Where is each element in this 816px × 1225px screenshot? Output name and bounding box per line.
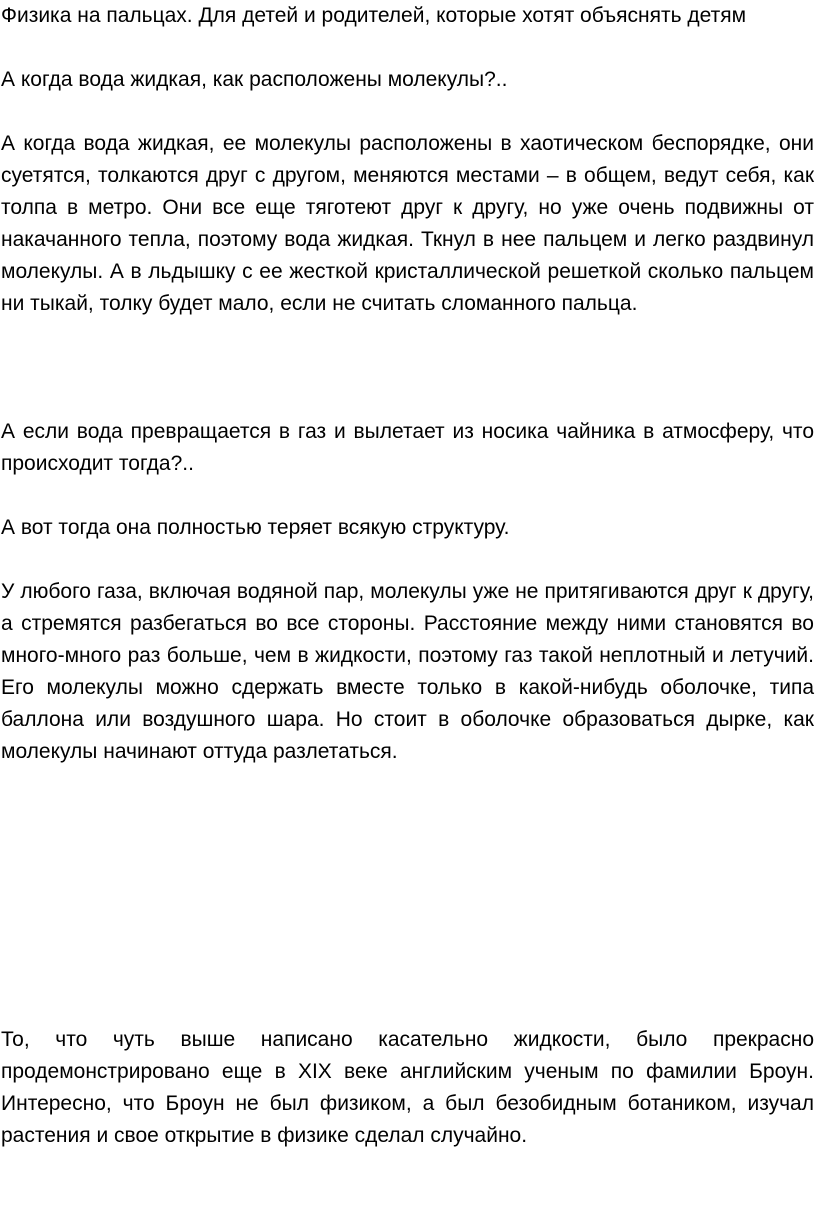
answer-gas: А вот тогда она полностью теряет всякую структуру. xyxy=(1,516,510,539)
question-gas: А если вода превращается в газ и вылетает из носика чайника в атмосферу, что происходит тогда?.. xyxy=(1,420,814,475)
document-title: Физика на пальцах. Для детей и родителей, которые хотят объяснять детям xyxy=(1,4,747,27)
spacer xyxy=(1,544,814,576)
spacer xyxy=(1,32,814,64)
paragraph-liquid: А когда вода жидкая, ее молекулы расположены в хаотическом беспорядке, они суетятся, толкаются друг с другом, меняются местами – в общем, ведут себя, как толпа в метро. Они все еще тяготеют друг к другу, но уже очень подвижны от накачанного тепла, поэтому вода жидкая. Ткнул в нее пальцем и легко раздвинул молекулы. А в льдышку с ее жесткой кристаллической решеткой сколько пальцем ни тыкай, толку будет мало, если не считать сломанного пальца. xyxy=(1,132,814,315)
spacer xyxy=(1,768,814,1024)
spacer xyxy=(1,320,814,416)
paragraph-brown: То, что чуть выше написано касательно жидкости, было прекрасно продемонстрировано еще в XIX веке английским ученым по фамилии Броун. Интересно, что Броун не был физиком, а был безобидным ботаником, изучал растения и свое открытие в физике сделал случайно. xyxy=(1,1028,814,1147)
paragraph-gas: У любого газа, включая водяной пар, молекулы уже не притягиваются друг к другу, а стремятся разбегаться во все стороны. Расстояние между ними становятся во много-много раз больше, чем в жидкости, поэтому газ такой неплотный и летучий. Его молекулы можно сдержать вместе только в какой-нибудь оболочке, типа баллона или воздушного шара. Но стоит в оболочке образоваться дырке, как молекулы начинают оттуда разлетаться. xyxy=(1,580,814,763)
question-liquid: А когда вода жидкая, как расположены молекулы?.. xyxy=(1,68,508,91)
spacer xyxy=(1,96,814,128)
spacer xyxy=(1,480,814,512)
